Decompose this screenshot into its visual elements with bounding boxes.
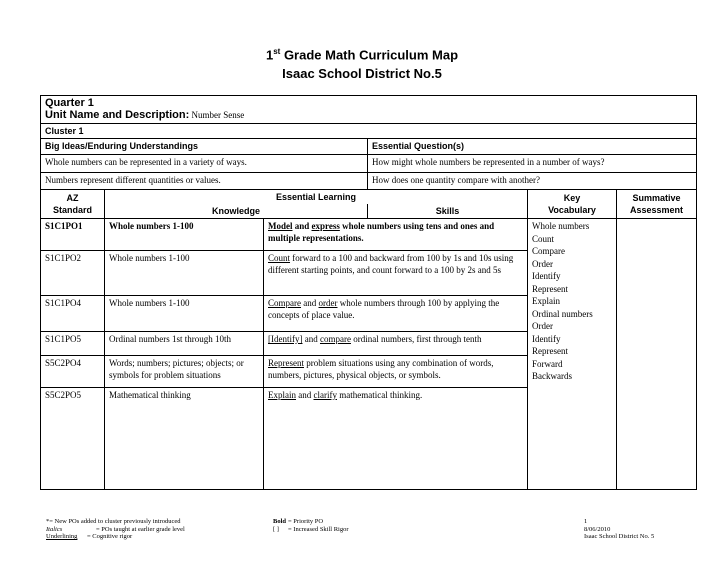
big-idea: Whole numbers can be represented in a variety of ways. — [41, 155, 368, 173]
vocabulary-term: Forward — [532, 358, 563, 369]
summative-assessment-header: Summative Assessment — [617, 190, 697, 219]
skills-cell — [264, 356, 528, 388]
vocabulary-term: Identify — [532, 271, 561, 281]
skills-text: ordinal numbers, first through tenth — [350, 334, 482, 344]
skills-text: forward to a 100 and backward from 100 by 1s and 10s using different starting points, and count forward to a 100 by 2s and 5s — [268, 253, 514, 275]
footer-district: Isaac School District No. 5 — [584, 533, 655, 540]
vocabulary-term: Backwards — [532, 371, 572, 381]
skills-text: and — [301, 298, 319, 308]
vocabulary-term: Ordinal numbers — [532, 308, 593, 319]
skills-header: Skills — [368, 204, 528, 219]
unit-label: Unit Name and Description: — [45, 109, 190, 121]
footer-legend-left: *= New POs added to cluster previously introduced Italics = POs taught at earlier grade level Underlining = Cognitive rigor — [46, 518, 185, 540]
essential-question: How does one quantity compare with another? — [368, 173, 697, 190]
key-vocabulary-header: Key Vocabulary — [528, 190, 617, 219]
skills-text: and — [302, 334, 320, 344]
skills-text: whole numbers through 100 by applying the concepts of place value. — [268, 298, 500, 320]
skills-text: Explain — [268, 390, 296, 400]
vocabulary-term: Compare — [532, 246, 565, 256]
knowledge-cell: Ordinal numbers 1st through 10th — [105, 332, 264, 356]
standard-code: S1C1PO4 — [41, 296, 105, 332]
standard-code: S5C2PO4 — [41, 356, 105, 388]
footer-legend-middle: Bold = Priority PO [ ] = Increased Skill Rigor — [273, 518, 349, 533]
cluster-label: Cluster 1 — [41, 124, 697, 139]
footer-date: 8/06/2010 — [584, 525, 611, 533]
knowledge-cell: Whole numbers 1-100 — [105, 251, 264, 296]
skills-text: express — [311, 221, 340, 231]
knowledge-cell: Whole numbers 1-100 — [105, 296, 264, 332]
quarter-label: Quarter 1 — [45, 97, 94, 109]
vocabulary-term: Represent — [532, 283, 568, 294]
skills-text: problem situations using any combination of words, numbers, pictures, physical objects, or symbols. — [268, 358, 494, 380]
vocabulary-term: Order — [532, 258, 553, 269]
knowledge-cell: Whole numbers 1-100 — [105, 219, 264, 251]
vocabulary-term: Explain — [532, 296, 560, 306]
vocabulary-term: Whole numbers — [532, 221, 590, 231]
skills-text: mathematical thinking. — [336, 390, 423, 400]
big-idea: Numbers represent different quantities or values. — [41, 173, 368, 190]
title-line-2: Isaac School District No.5 — [282, 66, 442, 81]
skills-text: compare — [319, 334, 351, 344]
standard-code: S1C1PO5 — [41, 332, 105, 356]
skills-cell — [264, 296, 528, 332]
skills-text: clarify — [313, 390, 337, 400]
key-vocabulary-list — [528, 219, 617, 490]
skills-text: whole numbers using tens and ones and multiple representations. — [268, 221, 495, 243]
skills-text: and — [296, 390, 314, 400]
skills-text: [Identify] — [268, 334, 303, 344]
title-line-1: 1st Grade Math Curriculum Map — [265, 47, 459, 63]
knowledge-cell: Mathematical thinking — [105, 388, 264, 490]
az-standard-header: AZ Standard — [41, 190, 105, 219]
skills-text: Compare — [268, 298, 301, 308]
vocabulary-term: Represent — [532, 346, 568, 356]
unit-value: Number Sense — [191, 110, 245, 120]
skills-text: order — [318, 298, 338, 308]
footer-page-info — [584, 518, 654, 541]
standard-code: S5C2PO5 — [41, 388, 105, 490]
curriculum-table — [40, 95, 697, 490]
skills-text: and — [292, 221, 312, 231]
skills-cell — [264, 251, 528, 296]
knowledge-cell: Words; numbers; pictures; objects; or symbols for problem situations — [105, 356, 264, 388]
skills-cell — [264, 219, 528, 251]
unit-cell — [41, 96, 697, 124]
skills-cell — [264, 332, 528, 356]
essential-question: How might whole numbers be represented in a number of ways? — [368, 155, 697, 173]
essential-learning-header: Essential Learning — [105, 190, 528, 205]
vocabulary-term: Order — [532, 321, 553, 331]
skills-cell — [264, 388, 528, 490]
knowledge-header: Knowledge — [105, 204, 368, 219]
summative-assessment-cell — [617, 219, 697, 490]
skills-text: Model — [268, 221, 293, 231]
skills-text: Represent — [268, 358, 304, 368]
standard-code: S1C1PO2 — [41, 251, 105, 296]
standard-code: S1C1PO1 — [41, 219, 105, 251]
vocabulary-term: Identify — [532, 333, 561, 344]
vocabulary-term: Count — [532, 233, 555, 244]
essential-question-header: Essential Question(s) — [368, 139, 697, 155]
page-number: 1 — [584, 518, 588, 525]
big-ideas-header: Big Ideas/Enduring Understandings — [41, 139, 368, 155]
skills-text: Count — [268, 253, 291, 263]
